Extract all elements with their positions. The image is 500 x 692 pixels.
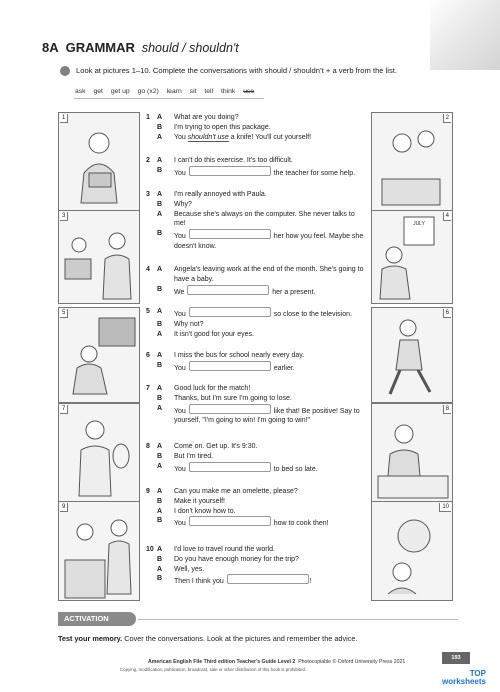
dialogue-text: her how you feel. Maybe she doesn't know. — [174, 233, 364, 250]
dialogue-line: Why not? — [174, 320, 204, 328]
dialogue-line: I can't do this exercise. It's too difficult. — [174, 157, 293, 164]
speaker: B — [157, 575, 163, 583]
speaker: A — [157, 157, 163, 164]
conversation-number: 2 — [146, 157, 150, 164]
footer-legal: Copying, modification, publication, broadcast, sale or other distribution of this book is prohibited. — [120, 667, 307, 672]
activation-label: ACTIVATION — [58, 612, 136, 626]
conversation-5 — [146, 307, 366, 339]
picture-7 — [58, 403, 140, 503]
dialogue-text: how to cook then! — [271, 520, 329, 528]
answer-blank[interactable] — [189, 307, 271, 317]
dialogue-text: so close to the television. — [271, 311, 352, 318]
picture-number: 6 — [443, 309, 451, 318]
word-item: think — [220, 88, 236, 95]
speaker: B — [157, 361, 163, 369]
footer-credits — [148, 659, 405, 665]
dialogue-text: We — [174, 288, 187, 296]
logo-line-1: TOP — [469, 669, 486, 678]
conversation-6 — [146, 351, 366, 374]
picture-number: 8 — [443, 405, 451, 414]
speaker: A — [157, 507, 163, 515]
exercise-bullet-icon — [60, 66, 70, 76]
dialogue-text: You — [174, 169, 188, 177]
conversation-4 — [146, 265, 366, 297]
speaker: A — [157, 210, 163, 218]
speaker: B — [157, 555, 163, 563]
dialogue-text: to bed so late. — [271, 465, 318, 473]
speaker: B — [157, 200, 163, 208]
speaker: A — [157, 114, 163, 121]
dialogue-line: I'm really annoyed with Paula. — [174, 191, 267, 198]
word-item: ask — [75, 88, 86, 95]
picture-number: 7 — [60, 405, 68, 414]
picture-number: 3 — [60, 212, 68, 221]
word-list-underline — [74, 98, 264, 99]
logo-line-2: worksheets — [441, 677, 486, 686]
dialogue-line: I don't know how to. — [174, 507, 236, 515]
speaker: A — [157, 546, 163, 553]
dialogue-line: Because she's always on the computer. She never talks to me! — [174, 210, 355, 228]
speaker: B — [157, 394, 163, 402]
speaker: A — [157, 352, 163, 359]
speaker: A — [157, 191, 163, 198]
answer-blank[interactable] — [189, 166, 271, 176]
dialogue-text: You — [174, 364, 188, 372]
dialogue-line: I'd love to travel round the world. — [174, 546, 275, 553]
topworksheets-logo — [436, 670, 486, 686]
example-answer: shouldn't use — [187, 133, 229, 141]
picture-number: 1 — [60, 114, 68, 123]
conversation-number: 4 — [146, 266, 150, 273]
answer-blank[interactable] — [189, 516, 271, 526]
conversation-number: 5 — [146, 308, 150, 315]
conversation-3 — [146, 190, 366, 252]
speaker: B — [157, 285, 163, 293]
copyright-text: Photocopiable © Oxford University Press 2021 — [298, 659, 406, 665]
word-item: learn — [166, 88, 182, 95]
speaker: B — [157, 320, 163, 328]
dialogue-text: earlier. — [271, 364, 295, 372]
activation-divider — [138, 619, 458, 620]
speaker: B — [157, 452, 163, 460]
picture-number: 2 — [443, 114, 451, 123]
word-item: tell — [204, 88, 214, 95]
dialogue-line: Can you make me an omelette, please? — [174, 488, 298, 495]
word-item: get — [93, 88, 103, 95]
speaker: B — [157, 517, 163, 525]
dialogue-line: It isn't good for your eyes. — [174, 330, 254, 338]
dialogue-text: You — [174, 465, 188, 473]
dialogue-text: You — [174, 233, 188, 241]
picture-8 — [371, 403, 453, 503]
page-title — [42, 40, 239, 55]
unit-number: 8A — [42, 40, 59, 55]
dialogue-line: Make it yourself! — [174, 497, 225, 505]
picture-10 — [371, 501, 453, 601]
page-corner-decoration — [430, 0, 500, 70]
speaker: B — [157, 166, 163, 174]
conversation-7 — [146, 384, 366, 426]
page-number: 193 — [442, 652, 470, 664]
picture-6 — [371, 307, 453, 403]
conversation-10 — [146, 545, 366, 587]
picture-9 — [58, 501, 140, 601]
conversation-1 — [146, 113, 366, 142]
word-list — [75, 88, 260, 95]
speaker: A — [157, 266, 163, 273]
word-item: sit — [189, 88, 197, 95]
dialogue-text: You — [174, 133, 188, 141]
conversation-number: 1 — [146, 114, 150, 121]
picture-3 — [58, 210, 140, 304]
speaker: A — [157, 565, 163, 573]
man-opening-package-illustration — [59, 113, 139, 211]
dialogue-text: like that! Be positive! Say to yourself, "I'm going to win! I'm going to win!" — [174, 407, 360, 425]
dialogue-line: Do you have enough money for the trip? — [174, 555, 299, 563]
conversation-number: 3 — [146, 191, 150, 198]
speaker: B — [157, 497, 163, 505]
instruction-text: Look at pictures 1–10. Complete the conversations with should / shouldn’t + a verb from the list. — [76, 66, 398, 75]
word-item: get up — [110, 88, 130, 95]
pregnant-colleague-illustration — [372, 211, 452, 303]
speaker: A — [157, 404, 163, 412]
dialogue-line: Come on. Get up. It's 9:30. — [174, 443, 258, 450]
picture-number: 4 — [443, 212, 451, 221]
speaker: B — [157, 230, 163, 238]
speaker: A — [157, 308, 163, 315]
dialogue-text: her a present. — [270, 288, 316, 296]
person-dreaming-of-travel-illustration — [372, 502, 452, 600]
dialogue-text: You — [174, 407, 188, 415]
picture-1 — [58, 112, 140, 212]
answer-blank[interactable] — [189, 462, 271, 472]
activation-bold-text: Test your memory. — [58, 634, 123, 643]
dialogue-line: Well, yes. — [174, 565, 205, 573]
conversation-number: 8 — [146, 443, 150, 450]
answer-blank[interactable] — [187, 285, 269, 295]
dialogue-text: the teacher for some help. — [271, 169, 356, 177]
speaker: A — [157, 462, 163, 470]
dialogue-line: What are you doing? — [174, 114, 239, 121]
word-item: go (x2) — [137, 88, 159, 95]
conversation-number: 7 — [146, 385, 150, 392]
activation-instruction — [58, 634, 357, 643]
dialogue-line: Angela's leaving work at the end of the month. She's going to have a baby. — [174, 266, 364, 283]
dialogue-line: Good luck for the match! — [174, 385, 251, 392]
speaker: A — [157, 133, 163, 141]
picture-5 — [58, 307, 140, 403]
section-name: GRAMMAR — [65, 40, 135, 55]
speaker: A — [157, 443, 163, 450]
speaker: A — [157, 330, 163, 338]
dialogue-line: I'm trying to open this package. — [174, 123, 271, 131]
picture-number: 5 — [60, 309, 68, 318]
person-in-bed-illustration — [372, 404, 452, 502]
picture-4 — [371, 210, 453, 304]
speaker: B — [157, 123, 163, 131]
dialogue-line: I miss the bus for school nearly every day. — [174, 352, 305, 359]
conversation-number: 9 — [146, 488, 150, 495]
dialogue-text: ! — [309, 578, 312, 586]
dialogue-line: Thanks, but I'm sure I'm going to lose. — [174, 394, 292, 402]
calendar-label: JULY — [413, 221, 425, 227]
answer-blank[interactable] — [227, 574, 309, 584]
book-title: American English File Third edition Teacher's Guide Level 2 — [148, 659, 296, 665]
conversation-2 — [146, 156, 366, 179]
conversation-9 — [146, 487, 366, 529]
answer-blank[interactable] — [189, 229, 271, 239]
conversation-8 — [146, 442, 366, 474]
speaker: A — [157, 488, 163, 495]
dialogue-text: You — [174, 520, 188, 528]
kitchen-scene-illustration — [59, 502, 139, 600]
picture-number: 10 — [439, 503, 451, 512]
answer-blank[interactable] — [189, 404, 271, 414]
dialogue-text: You — [174, 311, 188, 318]
student-running-for-bus-illustration — [372, 308, 452, 402]
dialogue-text: a knife! You'll cut yourself! — [228, 133, 312, 141]
grammar-topic: should / shouldn't — [141, 41, 239, 55]
picture-2 — [371, 112, 453, 212]
answer-blank[interactable] — [189, 361, 271, 371]
word-item-used: use — [243, 88, 255, 95]
picture-number: 9 — [60, 503, 68, 512]
girl-at-computer-illustration — [59, 211, 139, 303]
conversation-number: 6 — [146, 352, 150, 359]
child-near-television-illustration — [59, 308, 139, 402]
student-homework-illustration — [372, 113, 452, 211]
dialogue-line: But I'm tired. — [174, 452, 214, 460]
conversation-number: 10 — [146, 546, 154, 553]
activation-text: Cover the conversations. Look at the pictures and remember the advice. — [122, 634, 358, 643]
dialogue-text: Then I think you — [174, 578, 226, 586]
tennis-player-illustration — [59, 404, 139, 502]
speaker: A — [157, 385, 163, 392]
dialogue-line: Why? — [174, 200, 192, 208]
